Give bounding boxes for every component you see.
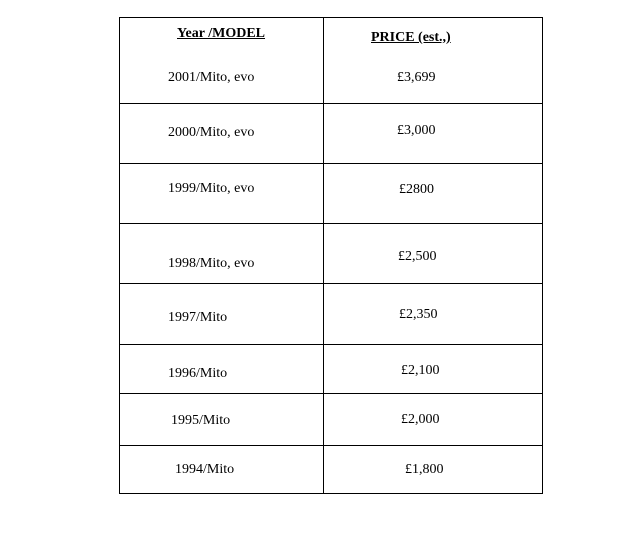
year-model-cell: 1995/Mito: [171, 413, 231, 428]
row-divider: [119, 163, 543, 164]
price-cell: £3,000: [397, 123, 436, 138]
column-divider: [323, 17, 324, 493]
year-model-cell: 1999/Mito, evo: [168, 181, 255, 196]
price-cell: £1,800: [405, 462, 444, 477]
row-divider: [119, 223, 543, 224]
year-model-cell: 1994/Mito: [175, 462, 235, 477]
row-divider: [119, 283, 543, 284]
price-cell: £2,100: [401, 363, 440, 378]
year-model-cell: 2000/Mito, evo: [168, 125, 255, 140]
row-divider: [119, 103, 543, 104]
year-model-cell: 2001/Mito, evo: [168, 70, 255, 85]
price-cell: £2,500: [398, 249, 437, 264]
year-model-cell: 1998/Mito, evo: [168, 256, 255, 271]
row-divider: [119, 344, 543, 345]
row-divider: [119, 393, 543, 394]
price-cell: £3,699: [397, 70, 436, 85]
header-price: PRICE (est.,): [371, 30, 451, 45]
year-model-cell: 1997/Mito: [168, 310, 228, 325]
header-year-model: Year /MODEL: [177, 26, 266, 41]
price-cell: £2,350: [399, 307, 438, 322]
year-model-cell: 1996/Mito: [168, 366, 228, 381]
price-cell: £2,000: [401, 412, 440, 427]
price-cell: £2800: [399, 182, 434, 197]
row-divider: [119, 445, 543, 446]
row-divider: [119, 493, 543, 494]
